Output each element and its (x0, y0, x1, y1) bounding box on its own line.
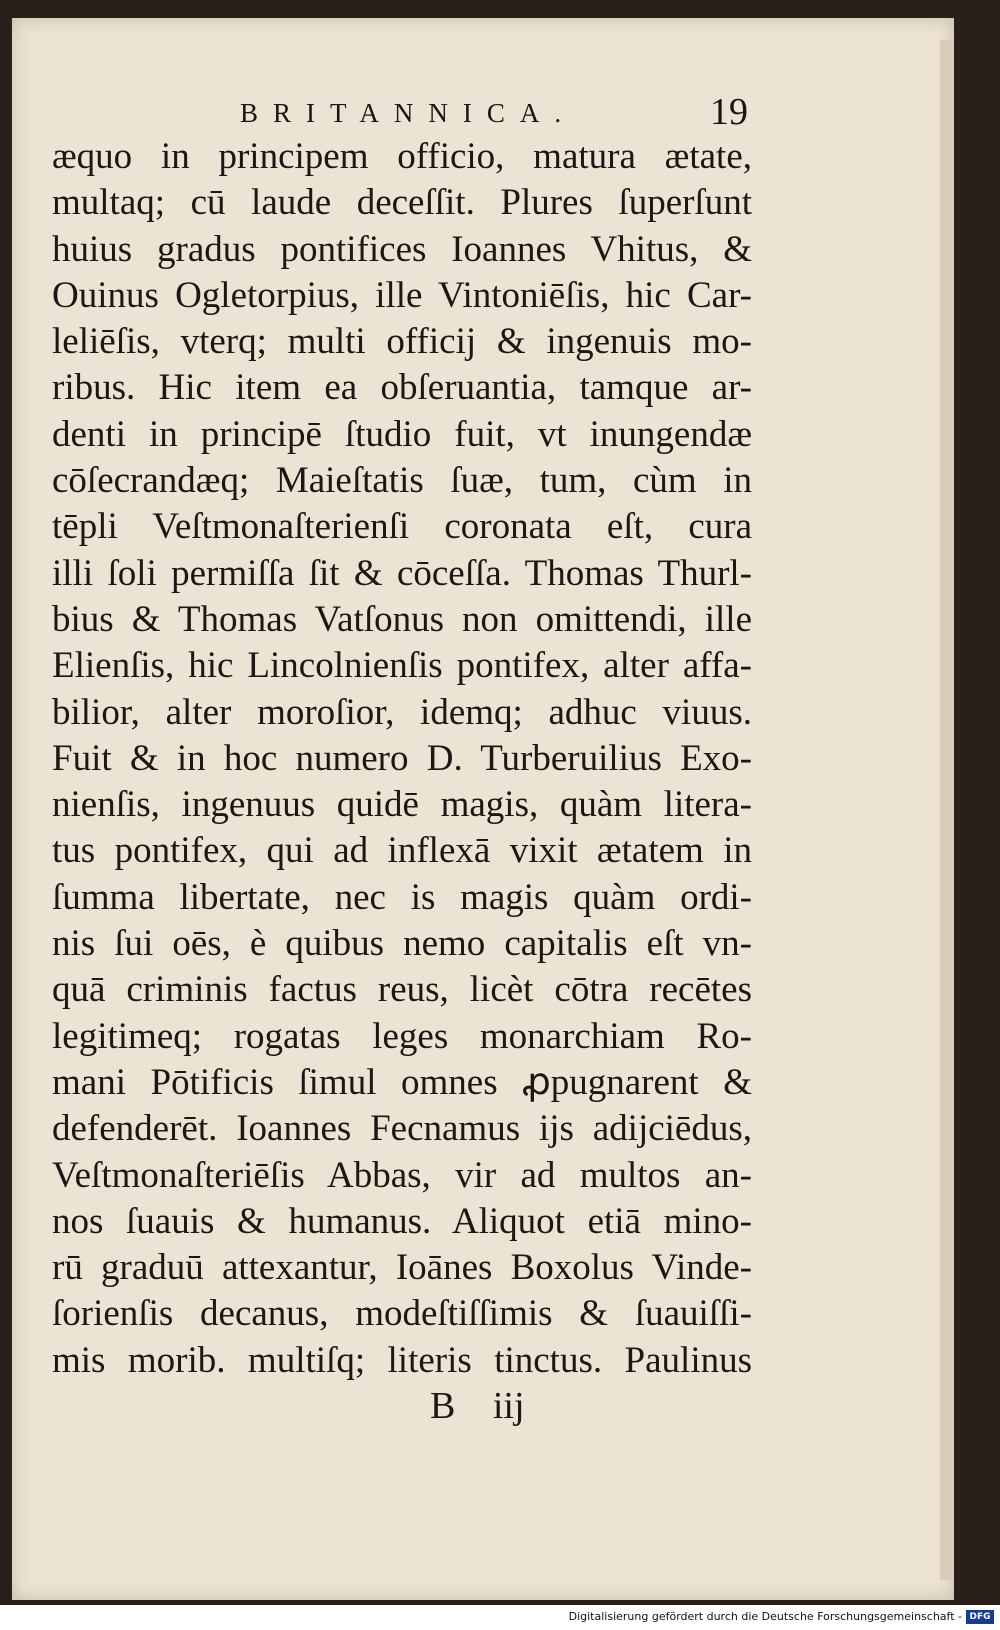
text-line: huius gradus pontifices Ioannes Vhitus, & (52, 228, 752, 270)
text-line: nos ſuauis & humanus. Aliquot etiā mino- (52, 1200, 752, 1242)
page-edge (940, 40, 954, 1580)
dfg-logo: DFG (966, 1610, 994, 1624)
text-line: rū graduū attexantur, Ioānes Boxolus Vinde- (52, 1247, 752, 1289)
footer-credit: Digitalisierung gefördert durch die Deutsche Forschungsgemeinschaft - (568, 1610, 962, 1623)
text-line: mis morib. multiſq; literis tinctus. Paulinus (52, 1339, 752, 1381)
text-line: mani Pōtificis ſimul omnes ꝓpugnarent & (52, 1061, 752, 1103)
page-number: 19 (710, 91, 748, 133)
running-head (12, 80, 954, 140)
text-line: tēpli Veſtmonaſterienſi coronata eſt, cura (52, 506, 752, 548)
text-line: nienſis, ingenuus quidē magis, quàm litera- (52, 784, 752, 826)
text-line: Ouinus Ogletorpius, ille Vintoniēſis, hic Car- (52, 274, 752, 316)
text-line: defenderēt. Ioannes Fecnamus ijs adijciēdus, (52, 1108, 752, 1150)
signature-mark: B iij (430, 1385, 525, 1427)
running-title: BRITANNICA. (240, 98, 577, 128)
text-line: denti in principē ſtudio fuit, vt inungendæ (52, 413, 752, 455)
text-line: illi ſoli permiſſa ſit & cōceſſa. Thomas Thurl- (52, 552, 752, 594)
text-line: Fuit & in hoc numero D. Turberuilius Exo- (52, 737, 752, 779)
text-line: bilior, alter moroſior, idemq; adhuc viuus. (52, 691, 752, 733)
body-text (52, 134, 752, 1384)
book-page (12, 18, 954, 1600)
text-line: bius & Thomas Vatſonus non omittendi, ille (52, 598, 752, 640)
text-line: cōſecrandæq; Maieſtatis ſuæ, tum, cùm in (52, 460, 752, 502)
text-line: nis ſui oēs, è quibus nemo capitalis eſt vn- (52, 923, 752, 965)
text-line: tus pontifex, qui ad inflexā vixit ætatem in (52, 830, 752, 872)
text-line: multaq; cū laude deceſſit. Plures ſuperſunt (52, 182, 752, 224)
text-line: æquo in principem officio, matura ætate, (52, 136, 752, 177)
text-line: ribus. Hic item ea obſeruantia, tamque ar- (52, 367, 752, 409)
text-line: leliēſis, vterq; multi officij & ingenuis mo- (52, 321, 752, 363)
text-line: quā criminis factus reus, licèt cōtra recētes (52, 969, 752, 1011)
text-line: legitimeq; rogatas leges monarchiam Ro- (52, 1015, 752, 1057)
text-line: ſumma libertate, nec is magis quàm ordi- (52, 876, 752, 918)
digitization-footer (0, 1605, 1000, 1630)
text-line: Veſtmonaſteriēſis Abbas, vir ad multos an- (52, 1154, 752, 1196)
text-line: Elienſis, hic Lincolnienſis pontifex, alter affa- (52, 645, 752, 687)
text-line: ſorienſis decanus, modeſtiſſimis & ſuauiſſi- (52, 1293, 752, 1335)
